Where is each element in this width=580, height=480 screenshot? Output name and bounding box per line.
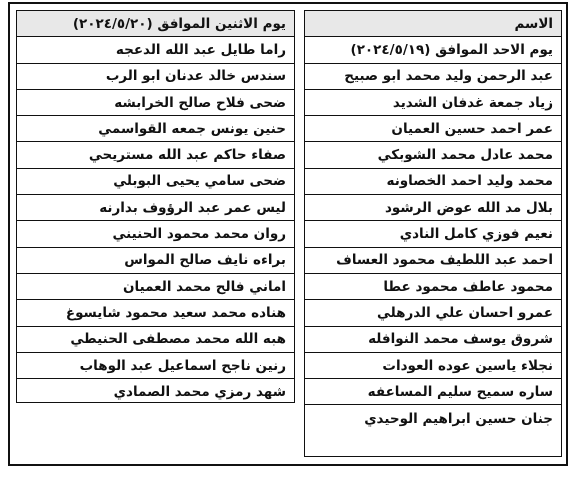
list-item: سندس خالد عدنان ابو الرب xyxy=(17,64,294,90)
list-item: راما طايل عبد الله الدعجه xyxy=(17,37,294,63)
column-header-monday: يوم الاثنين الموافق (٢٠٢٤/٥/٢٠) xyxy=(17,11,294,37)
list-item: ضحى سامي يحيى البوبلي xyxy=(17,169,294,195)
list-item: محمود عاطف محمود عطا xyxy=(305,274,561,300)
list-item: هناده محمد سعيد محمود شايسوغ xyxy=(17,300,294,326)
list-item: رنين ناجح اسماعيل عبد الوهاب xyxy=(17,353,294,379)
list-item: بلال مد الله عوض الرشود xyxy=(305,195,561,221)
list-item: روان محمد محمود الحنيني xyxy=(17,221,294,247)
list-item: عمر احمد حسين العميان xyxy=(305,116,561,142)
list-item: ليس عمر عبد الرؤوف بدارنه xyxy=(17,195,294,221)
list-item: نعيم فوزي كامل النادي xyxy=(305,221,561,247)
list-item: عمرو احسان علي الدرهلي xyxy=(305,300,561,326)
list-item: اماني فالح محمد العميان xyxy=(17,274,294,300)
list-item: احمد عبد اللطيف محمود العساف xyxy=(305,248,561,274)
list-item: جنان حسين ابراهيم الوحيدي xyxy=(364,410,553,427)
document-frame xyxy=(8,2,568,466)
list-item: زياد جمعة غدفان الشديد xyxy=(305,90,561,116)
list-item: شهد رمزي محمد الصمادي xyxy=(113,384,286,401)
column-header-name: الاسم xyxy=(305,11,561,37)
list-item: حنين يونس جمعه القواسمي xyxy=(17,116,294,142)
sunday-list xyxy=(304,10,562,457)
list-item: براءه نايف صالح المواس xyxy=(17,248,294,274)
list-item: شروق يوسف محمد النوافله xyxy=(305,327,561,353)
list-item: ضحى فلاح صالح الخرابشه xyxy=(17,90,294,116)
list-item: صفاء حاكم عبد الله مستريحي xyxy=(17,142,294,168)
list-item: هبه الله محمد مصطفى الحنيطي xyxy=(17,327,294,353)
list-item: نجلاء ياسين عوده العودات xyxy=(305,353,561,379)
list-item: محمد وليد احمد الخصاونه xyxy=(305,169,561,195)
list-item: عبد الرحمن وليد محمد ابو صبيح xyxy=(305,64,561,90)
list-item: ساره سميح سليم المساعفه xyxy=(305,379,561,405)
monday-list xyxy=(16,10,295,403)
list-item: يوم الاحد الموافق (٢٠٢٤/٥/١٩) xyxy=(305,37,561,63)
list-item: محمد عادل محمد الشوبكي xyxy=(305,142,561,168)
